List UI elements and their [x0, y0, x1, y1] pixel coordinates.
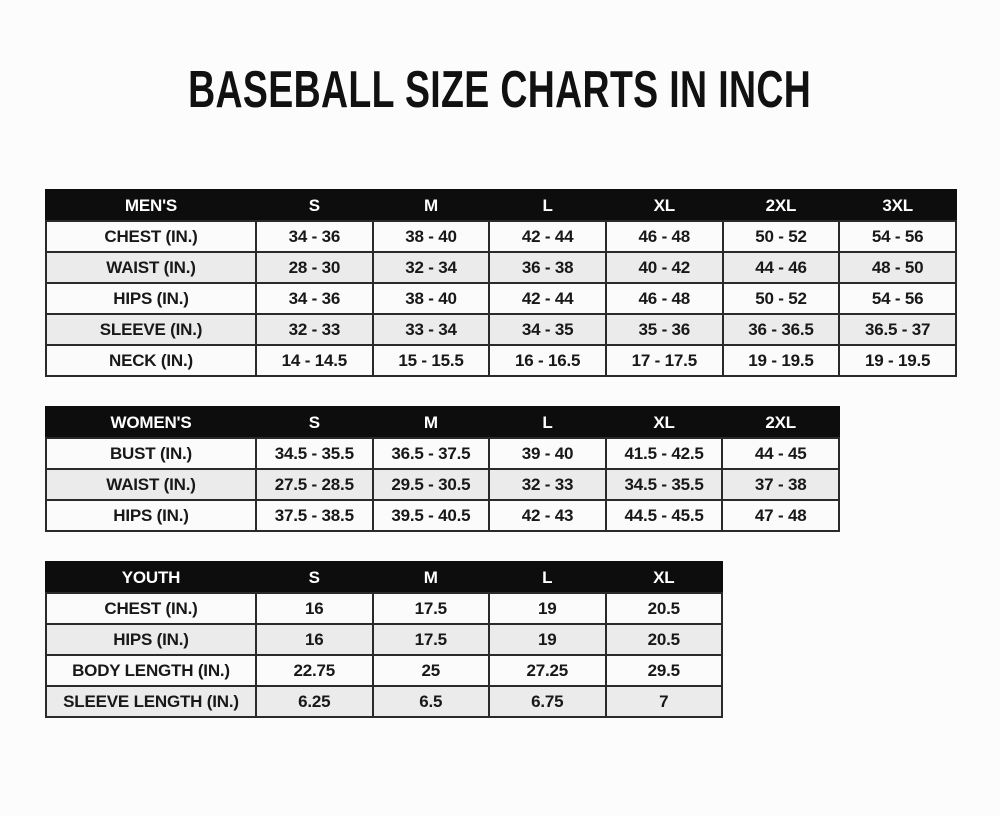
size-value: 36.5 - 37 — [839, 314, 956, 345]
size-value: 19 — [489, 593, 606, 624]
column-header-2xl: 2XL — [722, 407, 839, 438]
column-header-l: L — [489, 562, 606, 593]
column-header-s: S — [256, 190, 373, 221]
column-header-m: M — [373, 407, 490, 438]
size-value: 37 - 38 — [722, 469, 839, 500]
size-value: 19 - 19.5 — [723, 345, 840, 376]
column-header-l: L — [489, 190, 606, 221]
table-row — [46, 624, 722, 655]
column-header-m: M — [373, 190, 490, 221]
size-value: 46 - 48 — [606, 283, 723, 314]
table-row — [46, 686, 722, 717]
size-value: 41.5 - 42.5 — [606, 438, 723, 469]
table-row — [46, 500, 839, 531]
size-value: 28 - 30 — [256, 252, 373, 283]
size-value: 27.25 — [489, 655, 606, 686]
table-row — [46, 221, 956, 252]
size-value: 32 - 33 — [489, 469, 606, 500]
size-value: 42 - 43 — [489, 500, 606, 531]
row-label: CHEST (IN.) — [46, 221, 256, 252]
size-value: 25 — [373, 655, 490, 686]
size-value: 29.5 — [606, 655, 723, 686]
column-header-s: S — [256, 562, 373, 593]
size-table-head-womens — [46, 407, 839, 438]
column-header-2xl: 2XL — [723, 190, 840, 221]
table-row — [46, 593, 722, 624]
size-value: 34.5 - 35.5 — [256, 438, 373, 469]
size-table-body-youth — [46, 593, 722, 717]
header-row — [46, 190, 956, 221]
size-value: 15 - 15.5 — [373, 345, 490, 376]
size-value: 54 - 56 — [839, 283, 956, 314]
size-value: 32 - 34 — [373, 252, 490, 283]
size-table-body-womens — [46, 438, 839, 531]
size-value: 7 — [606, 686, 723, 717]
table-row — [46, 252, 956, 283]
size-value: 34 - 36 — [256, 283, 373, 314]
size-value: 33 - 34 — [373, 314, 490, 345]
size-value: 42 - 44 — [489, 283, 606, 314]
size-table-head-mens — [46, 190, 956, 221]
size-value: 37.5 - 38.5 — [256, 500, 373, 531]
table-row — [46, 655, 722, 686]
row-label: WAIST (IN.) — [46, 252, 256, 283]
size-tables — [0, 189, 1000, 718]
size-value: 14 - 14.5 — [256, 345, 373, 376]
row-label: HIPS (IN.) — [46, 624, 256, 655]
size-value: 16 - 16.5 — [489, 345, 606, 376]
table-title-youth: YOUTH — [46, 562, 256, 593]
size-value: 22.75 — [256, 655, 373, 686]
table-row — [46, 438, 839, 469]
column-header-s: S — [256, 407, 373, 438]
size-value: 35 - 36 — [606, 314, 723, 345]
size-value: 36 - 36.5 — [723, 314, 840, 345]
size-value: 6.5 — [373, 686, 490, 717]
table-row — [46, 314, 956, 345]
table-row — [46, 345, 956, 376]
size-value: 34 - 35 — [489, 314, 606, 345]
column-header-l: L — [489, 407, 606, 438]
size-table-womens — [45, 406, 840, 532]
row-label: HIPS (IN.) — [46, 500, 256, 531]
size-value: 16 — [256, 624, 373, 655]
size-value: 36.5 - 37.5 — [373, 438, 490, 469]
column-header-xl: XL — [606, 190, 723, 221]
size-value: 20.5 — [606, 624, 723, 655]
size-value: 50 - 52 — [723, 221, 840, 252]
size-table-mens — [45, 189, 957, 377]
row-label: CHEST (IN.) — [46, 593, 256, 624]
header-row — [46, 407, 839, 438]
size-value: 50 - 52 — [723, 283, 840, 314]
column-header-xl: XL — [606, 407, 723, 438]
size-value: 39.5 - 40.5 — [373, 500, 490, 531]
size-value: 32 - 33 — [256, 314, 373, 345]
size-value: 44.5 - 45.5 — [606, 500, 723, 531]
size-value: 20.5 — [606, 593, 723, 624]
size-value: 6.25 — [256, 686, 373, 717]
row-label: SLEEVE (IN.) — [46, 314, 256, 345]
size-table-body-mens — [46, 221, 956, 376]
size-value: 48 - 50 — [839, 252, 956, 283]
size-value: 40 - 42 — [606, 252, 723, 283]
size-value: 36 - 38 — [489, 252, 606, 283]
size-table-youth — [45, 561, 723, 718]
row-label: SLEEVE LENGTH (IN.) — [46, 686, 256, 717]
size-value: 39 - 40 — [489, 438, 606, 469]
size-value: 19 — [489, 624, 606, 655]
size-value: 17.5 — [373, 624, 490, 655]
table-row — [46, 469, 839, 500]
size-value: 17 - 17.5 — [606, 345, 723, 376]
size-value: 42 - 44 — [489, 221, 606, 252]
row-label: NECK (IN.) — [46, 345, 256, 376]
table-title-mens: MEN'S — [46, 190, 256, 221]
size-value: 29.5 - 30.5 — [373, 469, 490, 500]
size-value: 27.5 - 28.5 — [256, 469, 373, 500]
page-title — [0, 61, 1000, 119]
page-title-text: BASEBALL SIZE CHARTS IN INCH — [188, 61, 812, 119]
table-row — [46, 283, 956, 314]
row-label: BODY LENGTH (IN.) — [46, 655, 256, 686]
size-value: 38 - 40 — [373, 221, 490, 252]
size-value: 6.75 — [489, 686, 606, 717]
row-label: HIPS (IN.) — [46, 283, 256, 314]
column-header-m: M — [373, 562, 490, 593]
size-value: 46 - 48 — [606, 221, 723, 252]
size-value: 17.5 — [373, 593, 490, 624]
size-value: 38 - 40 — [373, 283, 490, 314]
table-title-womens: WOMEN'S — [46, 407, 256, 438]
size-value: 34 - 36 — [256, 221, 373, 252]
size-chart-page — [0, 61, 1000, 718]
column-header-3xl: 3XL — [839, 190, 956, 221]
column-header-xl: XL — [606, 562, 723, 593]
size-table-head-youth — [46, 562, 722, 593]
size-value: 54 - 56 — [839, 221, 956, 252]
size-value: 44 - 45 — [722, 438, 839, 469]
size-value: 44 - 46 — [723, 252, 840, 283]
size-value: 47 - 48 — [722, 500, 839, 531]
size-value: 16 — [256, 593, 373, 624]
row-label: WAIST (IN.) — [46, 469, 256, 500]
size-value: 34.5 - 35.5 — [606, 469, 723, 500]
header-row — [46, 562, 722, 593]
size-value: 19 - 19.5 — [839, 345, 956, 376]
row-label: BUST (IN.) — [46, 438, 256, 469]
